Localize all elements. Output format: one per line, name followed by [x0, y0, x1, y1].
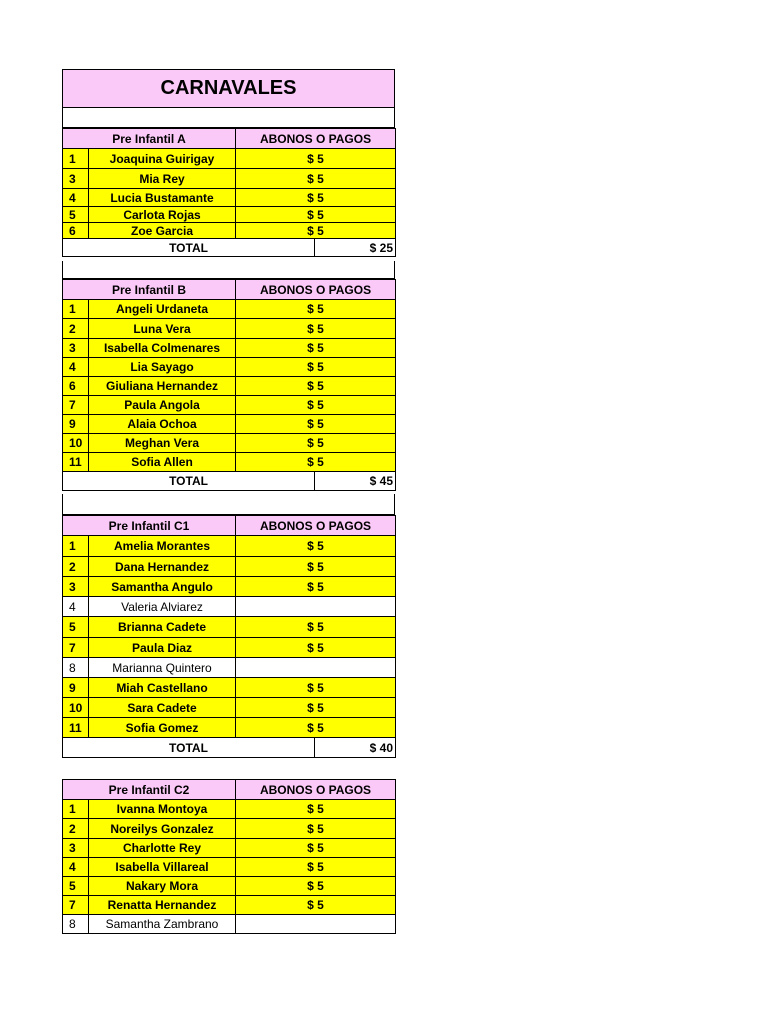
student-row: [63, 678, 396, 698]
row-number: 5: [63, 617, 89, 638]
payment-amount: $ 5: [236, 149, 396, 169]
payment-amount: $ 5: [236, 377, 396, 396]
payment-amount: $ 5: [236, 577, 396, 597]
payment-amount: $ 5: [236, 207, 396, 223]
total-value: $ 25: [315, 239, 396, 257]
row-number: 7: [63, 638, 89, 658]
student-row: [63, 915, 396, 934]
payment-amount: $ 5: [236, 877, 396, 896]
group-name: Pre Infantil C2: [63, 780, 236, 800]
group-header-row: [63, 780, 396, 800]
group-header-row: [63, 129, 396, 149]
row-number: 4: [63, 358, 89, 377]
row-number: 4: [63, 597, 89, 617]
student-name: Noreilys Gonzalez: [89, 819, 236, 839]
student-row: [63, 149, 396, 169]
row-number: 3: [63, 577, 89, 597]
row-number: 6: [63, 377, 89, 396]
total-row: [63, 472, 396, 491]
payment-amount: [236, 597, 396, 617]
row-number: 7: [63, 896, 89, 915]
payment-amount: $ 5: [236, 839, 396, 858]
student-name: Lia Sayago: [89, 358, 236, 377]
payment-amount: $ 5: [236, 453, 396, 472]
payment-amount: $ 5: [236, 223, 396, 239]
row-number: 2: [63, 819, 89, 839]
row-number: 6: [63, 223, 89, 239]
payments-header: ABONOS O PAGOS: [236, 280, 396, 300]
student-name: Meghan Vera: [89, 434, 236, 453]
page-title: CARNAVALES: [62, 69, 395, 108]
row-number: 9: [63, 415, 89, 434]
student-name: Lucia Bustamante: [89, 189, 236, 207]
payment-amount: $ 5: [236, 300, 396, 319]
payment-amount: $ 5: [236, 617, 396, 638]
student-row: [63, 434, 396, 453]
row-number: 3: [63, 839, 89, 858]
payment-amount: $ 5: [236, 434, 396, 453]
student-row: [63, 557, 396, 577]
payment-amount: $ 5: [236, 415, 396, 434]
payment-amount: $ 5: [236, 358, 396, 377]
total-label: TOTAL: [63, 738, 315, 758]
payment-amount: $ 5: [236, 698, 396, 718]
row-number: 8: [63, 658, 89, 678]
student-row: [63, 453, 396, 472]
student-name: Carlota Rojas: [89, 207, 236, 223]
payments-header: ABONOS O PAGOS: [236, 516, 396, 536]
row-number: 5: [63, 877, 89, 896]
student-row: [63, 169, 396, 189]
student-name: Alaia Ochoa: [89, 415, 236, 434]
student-name: Giuliana Hernandez: [89, 377, 236, 396]
payment-amount: [236, 658, 396, 678]
group-name: Pre Infantil B: [63, 280, 236, 300]
group-name: Pre Infantil C1: [63, 516, 236, 536]
payment-amount: $ 5: [236, 819, 396, 839]
group-table: [62, 279, 396, 491]
student-name: Samantha Zambrano: [89, 915, 236, 934]
payment-amount: $ 5: [236, 557, 396, 577]
payment-amount: $ 5: [236, 189, 396, 207]
student-name: Joaquina Guirigay: [89, 149, 236, 169]
student-name: Sara Cadete: [89, 698, 236, 718]
group-header-row: [63, 280, 396, 300]
student-row: [63, 597, 396, 617]
payment-amount: [236, 915, 396, 934]
student-name: Dana Hernandez: [89, 557, 236, 577]
payments-header: ABONOS O PAGOS: [236, 780, 396, 800]
row-number: 1: [63, 149, 89, 169]
payment-amount: $ 5: [236, 718, 396, 738]
row-number: 11: [63, 718, 89, 738]
student-name: Marianna Quintero: [89, 658, 236, 678]
student-name: Mia Rey: [89, 169, 236, 189]
payment-amount: $ 5: [236, 536, 396, 557]
student-row: [63, 319, 396, 339]
row-number: 11: [63, 453, 89, 472]
payment-amount: $ 5: [236, 339, 396, 358]
row-number: 1: [63, 536, 89, 557]
row-number: 8: [63, 915, 89, 934]
row-number: 3: [63, 169, 89, 189]
student-name: Angeli Urdaneta: [89, 300, 236, 319]
student-row: [63, 858, 396, 877]
student-name: Brianna Cadete: [89, 617, 236, 638]
student-name: Charlotte Rey: [89, 839, 236, 858]
student-name: Sofia Allen: [89, 453, 236, 472]
student-name: Sofia Gomez: [89, 718, 236, 738]
group-table: [62, 128, 396, 257]
student-row: [63, 300, 396, 319]
student-name: Isabella Villareal: [89, 858, 236, 877]
row-number: 1: [63, 300, 89, 319]
student-name: Samantha Angulo: [89, 577, 236, 597]
student-row: [63, 658, 396, 678]
payment-amount: $ 5: [236, 169, 396, 189]
student-name: Paula Diaz: [89, 638, 236, 658]
student-row: [63, 415, 396, 434]
group-table: [62, 779, 396, 934]
student-row: [63, 800, 396, 819]
student-name: Amelia Morantes: [89, 536, 236, 557]
row-number: 4: [63, 858, 89, 877]
student-name: Miah Castellano: [89, 678, 236, 698]
payment-amount: $ 5: [236, 858, 396, 877]
payment-amount: $ 5: [236, 396, 396, 415]
student-name: Luna Vera: [89, 319, 236, 339]
student-row: [63, 536, 396, 557]
row-number: 4: [63, 189, 89, 207]
student-row: [63, 358, 396, 377]
spacer-row: [62, 108, 395, 128]
student-row: [63, 839, 396, 858]
total-label: TOTAL: [63, 239, 315, 257]
row-number: 3: [63, 339, 89, 358]
student-row: [63, 819, 396, 839]
row-number: 2: [63, 557, 89, 577]
student-row: [63, 577, 396, 597]
row-number: 2: [63, 319, 89, 339]
row-number: 1: [63, 800, 89, 819]
payment-amount: $ 5: [236, 638, 396, 658]
payment-amount: $ 5: [236, 800, 396, 819]
spacer-row: [62, 261, 395, 279]
row-number: 7: [63, 396, 89, 415]
payment-amount: $ 5: [236, 678, 396, 698]
student-row: [63, 718, 396, 738]
total-value: $ 45: [315, 472, 396, 491]
student-row: [63, 189, 396, 207]
student-name: Ivanna Montoya: [89, 800, 236, 819]
student-row: [63, 617, 396, 638]
student-name: Isabella Colmenares: [89, 339, 236, 358]
group-name: Pre Infantil A: [63, 129, 236, 149]
spacer-row: [62, 494, 395, 515]
student-row: [63, 223, 396, 239]
payment-amount: $ 5: [236, 319, 396, 339]
group-table: [62, 515, 396, 758]
student-name: Paula Angola: [89, 396, 236, 415]
student-name: Zoe Garcia: [89, 223, 236, 239]
student-row: [63, 877, 396, 896]
student-name: Valeria Alviarez: [89, 597, 236, 617]
student-name: Renatta Hernandez: [89, 896, 236, 915]
student-row: [63, 377, 396, 396]
student-row: [63, 339, 396, 358]
group-header-row: [63, 516, 396, 536]
student-row: [63, 896, 396, 915]
student-name: Nakary Mora: [89, 877, 236, 896]
student-row: [63, 638, 396, 658]
total-label: TOTAL: [63, 472, 315, 491]
student-row: [63, 698, 396, 718]
row-number: 10: [63, 434, 89, 453]
total-row: [63, 738, 396, 758]
row-number: 5: [63, 207, 89, 223]
row-number: 9: [63, 678, 89, 698]
payment-amount: $ 5: [236, 896, 396, 915]
payments-header: ABONOS O PAGOS: [236, 129, 396, 149]
student-row: [63, 396, 396, 415]
row-number: 10: [63, 698, 89, 718]
total-value: $ 40: [315, 738, 396, 758]
student-row: [63, 207, 396, 223]
total-row: [63, 239, 396, 257]
